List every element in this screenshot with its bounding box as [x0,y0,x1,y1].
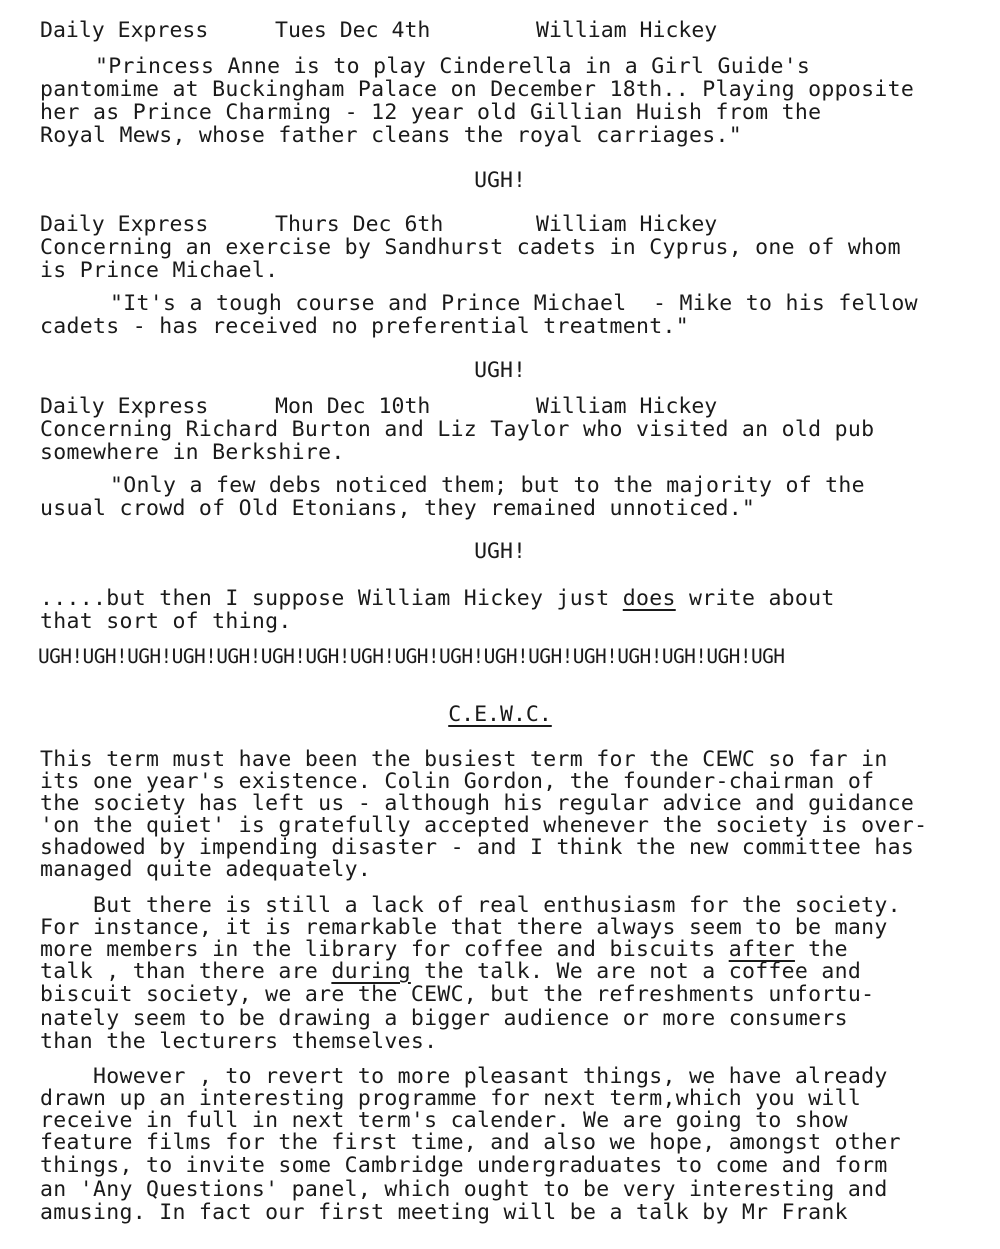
paragraph-line: But there is still a lack of real enthusiasm for the society. [40,893,901,918]
paragraph-text: talk , than there are [40,959,332,984]
paragraph-line: This term must have been the busiest term for the CEWC so far in [40,747,888,772]
ugh-row: UGH!UGH!UGH!UGH!UGH!UGH!UGH!UGH!UGH!UGH!UGH!UGH!UGH!UGH!UGH!UGH!UGH [38,645,785,668]
quote-line: "It's a tough course and Prince Michael - Mike to his fellow [110,291,918,316]
paragraph-line: an 'Any Questions' panel, which ought to be very interesting and [40,1177,888,1202]
emphasis-underlined: after [728,937,795,962]
context-line: is Prince Michael. [40,258,279,283]
paragraph-line: amusing. In fact our first meeting will be a talk by Mr Frank [40,1200,848,1225]
paragraph-line: receive in full in next term's calender. We are going to show [40,1108,848,1133]
reaction-ugh: UGH! [474,539,526,564]
closing-line [40,588,835,611]
reaction-ugh: UGH! [474,168,526,193]
quote-line: cadets - has received no preferential treatment." [40,314,689,339]
closing-line: that sort of thing. [40,609,292,634]
context-line: Concerning an exercise by Sandhurst cadets in Cyprus, one of whom [40,235,901,260]
columnist-name: William Hickey [536,212,718,237]
reaction-ugh: UGH! [474,358,526,383]
context-line: Concerning Richard Burton and Liz Taylor who visited an old pub [40,417,875,442]
paragraph-line: than the lecturers themselves. [40,1029,438,1054]
quote-line: pantomime at Buckingham Palace on December 18th.. Playing opposite [40,77,915,102]
emphasis-underlined: does [622,586,676,611]
paragraph-line: For instance, it is remarkable that there always seem to be many [40,915,888,940]
article-date: Thurs Dec 6th [275,212,444,237]
context-line: somewhere in Berkshire. [40,440,345,465]
paragraph-line: biscuit society, we are the CEWC, but the refreshments unfortu- [40,982,875,1007]
paragraph-line: drawn up an interesting programme for next term,which you will [40,1086,862,1111]
paragraph-text: more members in the library for coffee and biscuits [40,937,729,962]
paragraph-line [40,961,861,984]
article-date: Tues Dec 4th [275,18,431,43]
paragraph-line: feature films for the first time, and also we hope, amongst other [40,1130,901,1155]
paragraph-line: things, to invite some Cambridge undergraduates to come and form [40,1153,888,1178]
paragraph-line: 'on the quiet' is gratefully accepted whenever the society is over- [40,813,928,838]
paper-name: Daily Express [40,394,209,419]
section-heading [0,704,1000,727]
columnist-name: William Hickey [536,394,718,419]
quote-line: "Only a few debs noticed them; but to the majority of the [110,473,865,498]
paragraph-text: the talk. We are not a coffee and [410,959,862,984]
quote-line: usual crowd of Old Etonians, they remained unnoticed." [40,496,756,521]
paragraph-line: nately seem to be drawing a bigger audience or more consumers [40,1006,848,1031]
paragraph-line: managed quite adequately. [40,857,372,882]
paper-name: Daily Express [40,212,209,237]
emphasis-underlined: during [331,959,411,984]
closing-text: .....but then I suppose William Hickey just [40,586,623,611]
columnist-name: William Hickey [536,18,718,43]
article-date: Mon Dec 10th [275,394,431,419]
paragraph-line: However , to revert to more pleasant things, we have already [40,1064,888,1089]
quote-line: "Princess Anne is to play Cinderella in a Girl Guide's [95,54,811,79]
paragraph-line: shadowed by impending disaster - and I think the new committee has [40,835,915,860]
closing-text: write about [675,586,835,611]
section-heading-text: C.E.W.C. [448,702,552,727]
paper-name: Daily Express [40,18,209,43]
paragraph-line: the society has left us - although his regular advice and guidance [40,791,915,816]
paragraph-text: the [794,937,848,962]
quote-line: Royal Mews, whose father cleans the royal carriages." [40,123,742,148]
paragraph-line: its one year's existence. Colin Gordon, the founder-chairman of [40,769,875,794]
quote-line: her as Prince Charming - 12 year old Gillian Huish from the [40,100,822,125]
